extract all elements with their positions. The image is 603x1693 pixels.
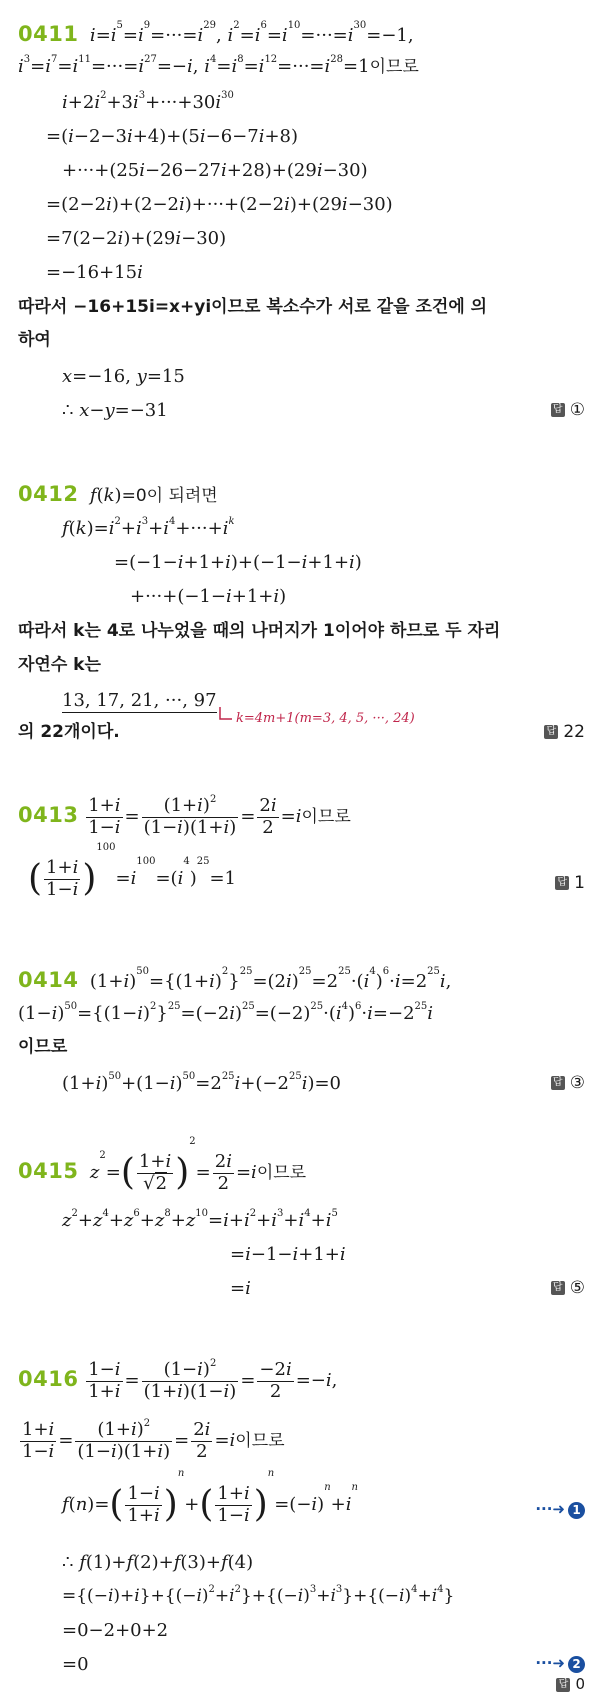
answer-icon: 답 (555, 876, 569, 890)
solution-line: $i=i^5=i^9=\cdot\cdot\cdot=i^{29}$, $i^2=i^6=i^{10}=\cdot\cdot\cdot=i^{30}=-1$, (89, 20, 414, 46)
equation-line: =−16+15i (46, 262, 143, 283)
equation-line: $z^2+z^4+z^6+z^8+z^{10}=i+i^2+i^3+i^4+i^5$ (62, 1208, 338, 1231)
answer: 답 0 (556, 1675, 585, 1693)
step-marker: ···➜ 2 (535, 1654, 585, 1673)
answer-icon: 답 (551, 1076, 565, 1090)
equation-line: $(1+i)^{50}+(1-i)^{50}=2^{25}i+(-2^{25}i)=0$ (62, 1071, 342, 1094)
problem-number: 0415 (18, 1159, 79, 1184)
answer-icon: 답 (551, 403, 565, 417)
equation-line: =(i−2−3i+4)+(5i−6−7i+8) (46, 126, 299, 147)
equation-line: $i+2i^2+3i^3+\cdot\cdot\cdot+30i^{30}$ (62, 90, 234, 113)
equation-line: $f(k)=i^2+i^3+i^4+\cdot\cdot\cdot+i^k$ (62, 516, 235, 539)
answer: 답 22 (544, 722, 585, 742)
equation-line: +···+(25i−26−27i+28)+(29i−30) (62, 160, 368, 181)
problem-number: 0416 (18, 1367, 79, 1392)
note-arrow-icon (218, 707, 234, 725)
equation-line: =0 (62, 1654, 89, 1675)
equation-line: =(−1−i+1+i)+(−1−i+1+i) (114, 552, 362, 573)
answer-icon: 답 (556, 1678, 570, 1692)
explanation-text: 자연수 k는 (18, 655, 101, 675)
explanation-text: 하여 (18, 330, 51, 350)
solution-line: 0414 $(1+i)^{50}=\{(1+i)^2\}^{25}=(2i)^{25}=2^{25}\cdot(i^4)^6\cdot i=2^{25}i$, (18, 966, 452, 992)
equation-line: =(2−2i)+(2−2i)+···+(2−2i)+(29i−30) (46, 194, 393, 215)
equation-line: =i (230, 1278, 251, 1299)
problem-number: 0411 (18, 22, 79, 46)
equation-line: ∴ x−y=−31 (62, 400, 168, 421)
solution-line: 0413 $\frac{1+i}{1-i}$ = $\frac{(1+i)^2}{(1-i)(1+i)}$ = $\frac{2i}{2}$ =i이므로 (18, 794, 351, 838)
problem-number: 0412 (18, 482, 79, 506)
solution-line: 0415 $z^2=$( $\frac{1+i}{√2}$ )$^2$= $\frac{2i}{2}$ =i이므로 (18, 1136, 307, 1194)
answer: 답 1 (555, 873, 585, 893)
equation-line: ( $\frac{1+i}{1-i}$ )$^{100}=i^{100}=(i^4)^{25}=1$ (28, 842, 237, 900)
equation-line: =0−2+0+2 (62, 1620, 169, 1641)
equation-line: =i−1−i+1+i (230, 1244, 346, 1265)
equation-line: x=−16, y=15 (62, 366, 185, 387)
answer: 답 ⑤ (551, 1278, 585, 1298)
explanation-text: 따라서 k는 4로 나누었을 때의 나머지가 1이어야 하므로 두 자리 (18, 621, 501, 641)
solution-line: $i^3=i^7=i^{11}=\cdot\cdot\cdot=i^{27}=-i$, $i^4=i^8=i^{12}=\cdot\cdot\cdot=i^{28}=1$이므로 (18, 54, 419, 77)
explanation-text: 이므로 (18, 1037, 68, 1057)
answer: 답 ① (551, 400, 585, 420)
explanation-text: 따라서 −16+15i=x+yi이므로 복소수가 서로 같을 조건에 의 (18, 297, 488, 317)
answer-icon: 답 (544, 725, 558, 739)
solution-line: $(1-i)^{50}=\{(1-i)^2\}^{25}=(-2i)^{25}=(-2)^{25}\cdot(i^4)^6\cdot i=-2^{25}i$ (18, 1001, 434, 1024)
answer: 답 ③ (551, 1073, 585, 1093)
annotation-note: k=4m+1(m=3, 4, 5, ···, 24) (236, 711, 415, 726)
solution-line: $\frac{1+i}{1-i}$ = $\frac{(1+i)^2}{(1-i)(1+i)}$ = $\frac{2i}{2}$ =i이므로 (22, 1418, 285, 1462)
equation-line: +···+(−1−i+1+i) (130, 586, 287, 607)
equation-line: =7(2−2i)+(29i−30) (46, 228, 227, 249)
solution-line: f(k)=0이 되려면 (89, 485, 218, 506)
explanation-text: 의 22개이다. (18, 722, 120, 742)
answer-icon: 답 (551, 1281, 565, 1295)
problem-number: 0413 (18, 803, 79, 828)
equation-line: ∴ f(1)+f(2)+f(3)+f(4) (62, 1552, 254, 1573)
equation-line: $=\{(-i)+i\}+\{(-i)^2+i^2\}+\{(-i)^3+i^3\}+\{(-i)^4+i^4\}$ (62, 1584, 455, 1606)
step-marker: ···➜ 1 (535, 1500, 585, 1519)
equation-line: f(n)=( $\frac{1-i}{1+i}$ )$^n$+( $\frac{1+i}{1-i}$ )$^n=(-i)^n+i^n$ (62, 1468, 358, 1526)
problem-number: 0414 (18, 968, 79, 992)
number-list: 13, 17, 21, ···, 97 (62, 690, 217, 711)
solution-line: 0416 $\frac{1-i}{1+i}$ = $\frac{(1-i)^2}{(1+i)(1-i)}$ = $\frac{-2i}{2}$ =−i, (18, 1358, 338, 1402)
